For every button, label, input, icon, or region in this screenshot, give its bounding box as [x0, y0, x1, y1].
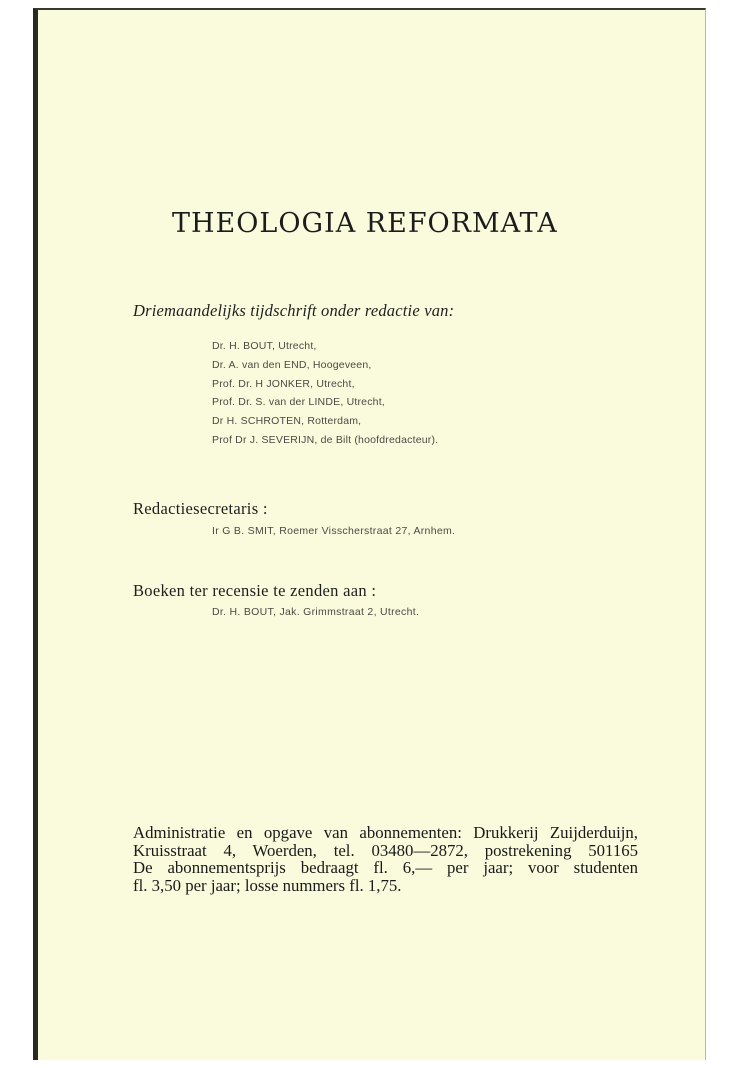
book-review-heading: Boeken ter recensie te zenden aan :: [133, 581, 377, 600]
journal-title: THEOLOGIA REFORMATA: [172, 208, 558, 239]
editor-entry: Prof Dr J. SEVERIJN, de Bilt (hoofdredacteur).: [212, 433, 439, 446]
editor-list: [212, 337, 438, 450]
secretary-address: Ir G B. SMIT, Roemer Visscherstraat 27, Arnhem.: [212, 525, 456, 537]
editors-heading: Driemaandelijks tijdschrift onder redactie van:: [133, 301, 455, 320]
book-review-address: Dr. H. BOUT, Jak. Grimmstraat 2, Utrecht.: [212, 606, 420, 618]
editor-entry: Prof. Dr. S. van der LINDE, Utrecht,: [212, 396, 385, 409]
editor-entry: Dr. A. van den END, Hoogeveen,: [212, 358, 372, 371]
editor-entry: Dr. H. BOUT, Utrecht,: [212, 340, 317, 352]
editor-entry: Dr H. SCHROTEN, Rotterdam,: [212, 415, 362, 428]
subscription-line: fl. 3,50 per jaar; losse nummers fl. 1,75.: [133, 875, 402, 895]
subscription-line: De abonnementsprijs bedraagt fl. 6,— per jaar; voor studenten: [133, 858, 638, 877]
editor-entry: Prof. Dr. H JONKER, Utrecht,: [212, 377, 355, 390]
subscription-line: Administratie en opgave van abonnementen: Drukkerij Zuijderduijn,: [133, 823, 638, 842]
subscription-info: [133, 824, 638, 894]
subscription-line: Kruisstraat 4, Woerden, tel. 03480—2872, postrekening 501165: [133, 840, 638, 860]
secretary-heading: Redactiesecretaris :: [133, 499, 268, 518]
